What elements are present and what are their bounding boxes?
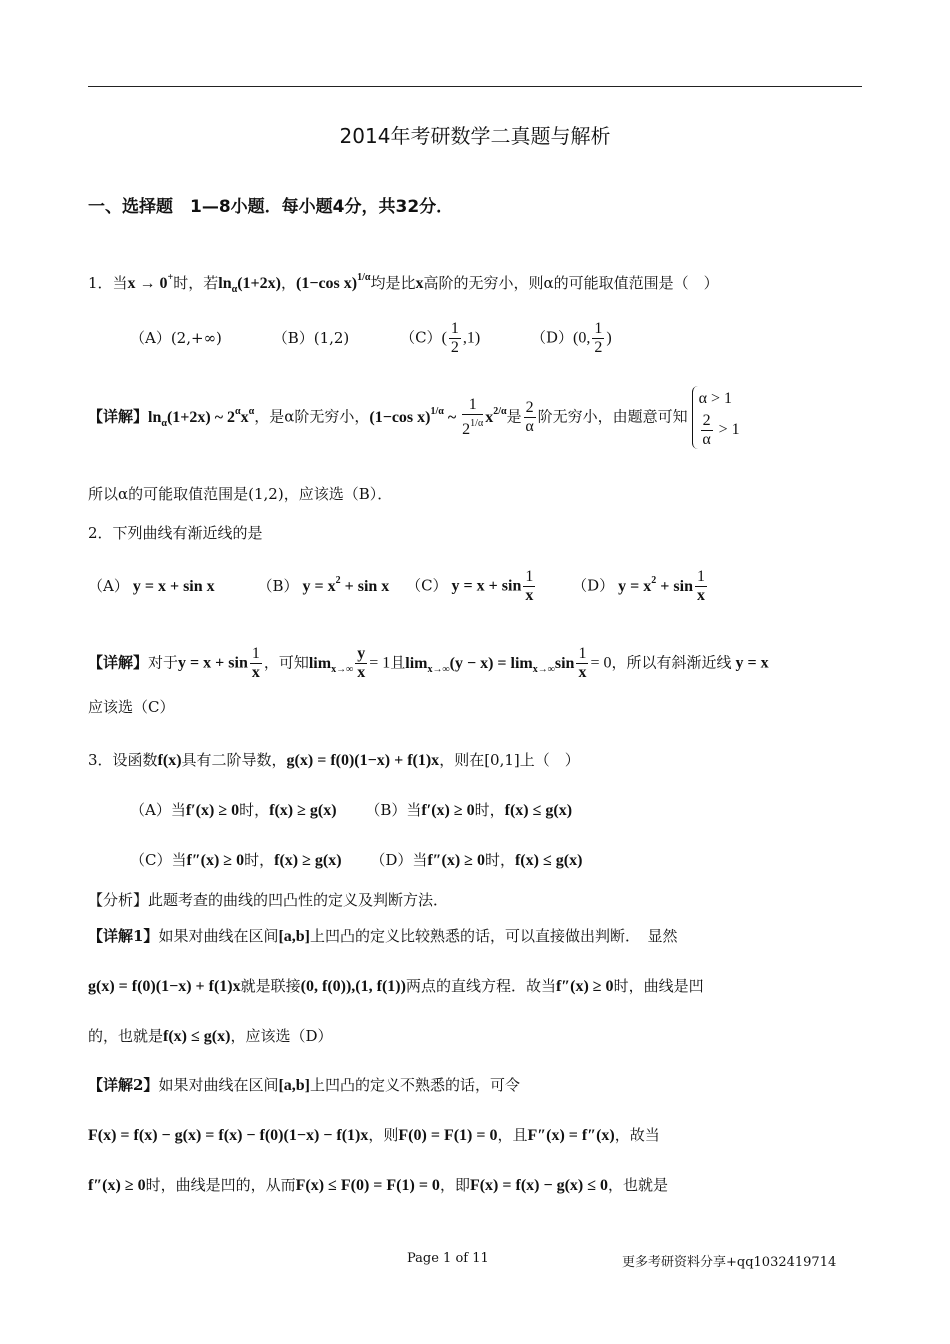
- q2-option-c: （C） y = x + sin $\frac{1}{x}$: [406, 568, 534, 604]
- q1-condition-system: α > 1 $\frac{2}{\alpha}$ > 1: [692, 386, 740, 449]
- q1-option-c: （C）( $\frac{1}{2}$ ,1): [400, 320, 481, 356]
- q1-option-d: （D）(0, $\frac{1}{2}$ ): [531, 320, 612, 356]
- q3-detail2-line2: F(x) = f(x) − g(x) = f(x) − f(0)(1−x) − f(1)x，则F(0) = F(1) = 0，且F″(x) = f″(x)，故当: [88, 1126, 660, 1144]
- q2-answer: 应该选（C）: [88, 698, 175, 716]
- q3-analysis: 【分析】此题考查的曲线的凹凸性的定义及判断方法．: [88, 891, 449, 909]
- q1-option-a: （A）(2,+∞): [130, 328, 222, 347]
- q3-options-ab: [130, 800, 618, 821]
- page-title: 2014年考研数学二真题与解析: [339, 124, 611, 148]
- q1-detail: 【详解】$\ln_\alpha(1+2x)$ ~ $2^\alpha x^\alpha$，是α阶无穷小，(1−cos x)$^{1/\alpha}$ ~ $\frac{1}{2^{1/\alpha}}$ $x^{2/\alpha}$是 $\frac{2}{\alpha}$ 阶无穷小，由题意可知 α > 1 $\frac{2}{\alpha}$ > 1: [88, 386, 740, 449]
- q3-detail1-line1: 【详解1】如果对曲线在区间[a,b]上凹凸的定义比较熟悉的话，可以直接做出判断． 显然: [88, 927, 678, 945]
- q1-option-b: （B）(1,2): [272, 328, 350, 347]
- q3-detail2-line1: 【详解2】如果对曲线在区间[a,b]上凹凸的定义不熟悉的话，可令: [88, 1076, 521, 1094]
- q1-options: [130, 320, 658, 357]
- q2-option-a: （A） y = x + sin x: [88, 576, 215, 595]
- q3-detail1-line3: 的，也就是f(x) ≤ g(x)，应该选（D）: [88, 1027, 333, 1045]
- q2-options: [88, 568, 755, 605]
- q3-option-a: （A）当f′(x) ≥ 0时，f(x) ≥ g(x): [130, 801, 337, 819]
- q1-conclusion: 所以α的可能取值范围是(1,2)，应该选（B）．: [88, 485, 393, 503]
- q3-option-d: （D）当f″(x) ≥ 0时，f(x) ≤ g(x): [370, 851, 583, 869]
- q2-option-d: （D） $y = x^2 + \sin$ $\frac{1}{x}$: [572, 568, 705, 604]
- q1-stem: 1．当x → 0+时，若$\ln_\alpha(1+2x)$，(1−cos x)$^{1/\alpha}$均是比x高阶的无穷小，则α的可能取值范围是（ ）: [88, 272, 719, 295]
- q2-detail: 【详解】对于y = x + sin $\frac{1}{x}$ ，可知$\lim_{x\to\infty}$ $\frac{y}{x}$ = 1且$\lim_{x\to\infty}(y - x) = \lim_{x\to\infty}\sin$ $\frac{1}{x}$ = 0，所以有斜渐近线 y = x: [88, 645, 769, 681]
- q3-detail1-line2: g(x) = f(0)(1−x) + f(1)x就是联接(0, f(0)),(1, f(1))两点的直线方程．故当f″(x) ≥ 0时，曲线是凹: [88, 977, 704, 995]
- q2-option-b: （B） $y = x^2 + \sin x$: [257, 574, 390, 595]
- q3-options-cd: [130, 850, 628, 871]
- q3-stem: 3．设函数f(x)具有二阶导数，g(x) = f(0)(1−x) + f(1)x，则在[0,1]上（ ）: [88, 751, 580, 769]
- q3-option-c: （C）当f″(x) ≥ 0时，f(x) ≥ g(x): [130, 851, 342, 869]
- q2-stem: 2．下列曲线有渐近线的是: [88, 524, 263, 542]
- section-header: 一、选择题 1—8小题．每小题4分，共32分．: [88, 197, 454, 217]
- footer-note: 更多考研资料分享+qq1032419714: [622, 1255, 837, 1270]
- header-rule: [88, 86, 862, 87]
- q3-detail2-line3: f″(x) ≥ 0时，曲线是凹的，从而F(x) ≤ F(0) = F(1) = 0，即F(x) = f(x) − g(x) ≤ 0，也就是: [88, 1176, 669, 1194]
- q3-option-b: （B）当f′(x) ≥ 0时，f(x) ≤ g(x): [365, 801, 573, 819]
- page-number: Page 1 of 11: [407, 1251, 489, 1266]
